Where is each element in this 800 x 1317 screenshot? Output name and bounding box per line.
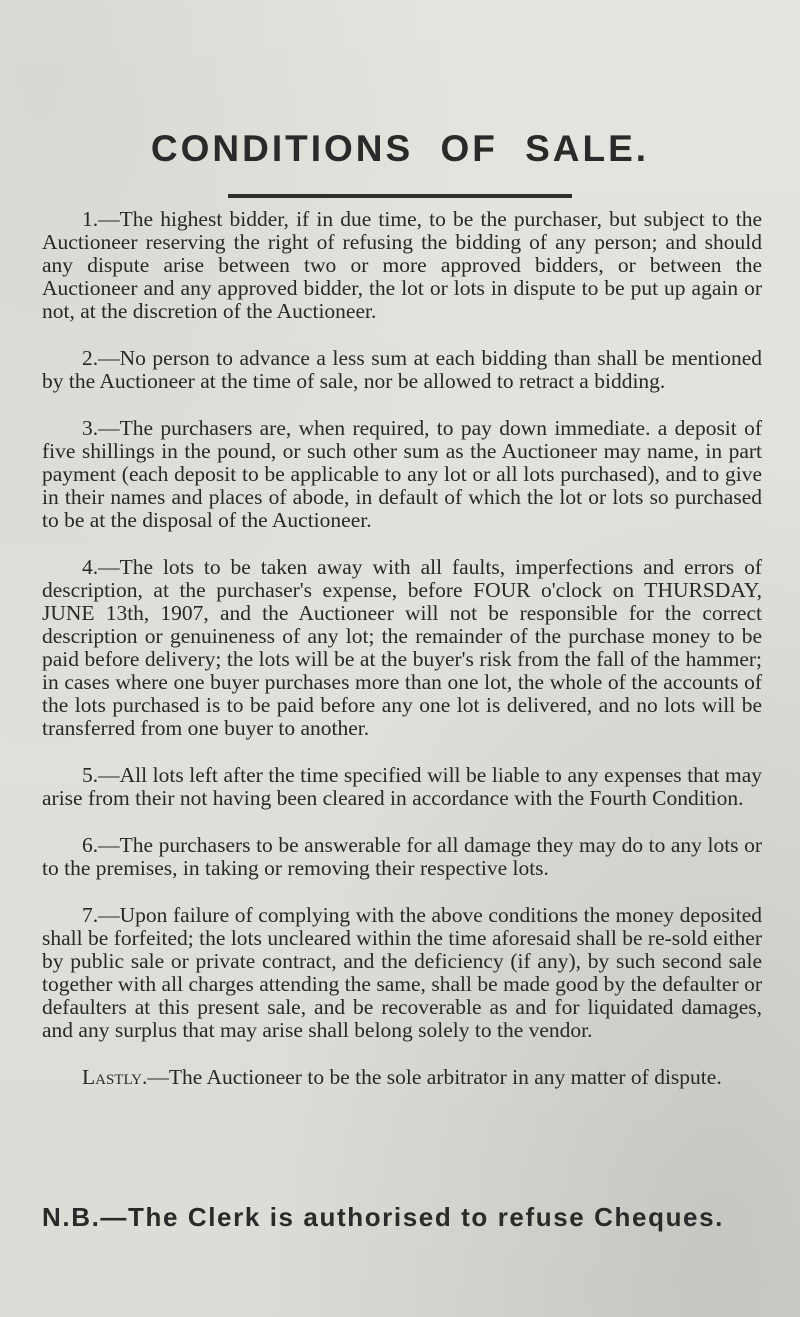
condition-6: 6.—The purchasers to be answerable for all damage they may do to any lots or to the premises, in taking or removing their respective lots. [42, 833, 762, 880]
cheque-note: N.B.—The Clerk is authorised to refuse Cheques. [42, 1202, 724, 1232]
condition-4: 4.—The lots to be taken away with all faults, imperfections and errors of description, at the purchaser's expense, before FOUR o'clock on THURSDAY, JUNE 13th, 1907, and the Auctioneer will not be responsible for the correct description or genuineness of any lot; the remainder of the purchase money to be paid before delivery; the lots will be at the buyer's risk from the fall of the hammer; in cases where one buyer purchases more than one lot, the whole of the accounts of the lots purchased is to be paid before any one lot is delivered, and no lots will be transferred from one buyer to another. [42, 555, 762, 740]
condition-5: 5.—All lots left after the time specified will be liable to any expenses that may arise from their not having been cleared in accordance with the Fourth Condition. [42, 763, 762, 810]
conditions-body [42, 208, 762, 1089]
condition-lastly [42, 1066, 762, 1089]
document-title: CONDITIONS OF SALE. [150, 128, 650, 169]
title-underline [228, 194, 572, 198]
condition-7: 7.—Upon failure of complying with the above conditions the money deposited shall be forfeited; the lots uncleared within the time aforesaid shall be re-sold either by public sale or private contract, and the deficiency (if any), by such second sale together with all charges attending the same, shall be made good by the defaulter or defaulters at this present sale, and be recoverable as and for liquidated damages, and any surplus that may arise shall belong solely to the vendor. [42, 903, 762, 1042]
lastly-text: .—The Auctioneer to be the sole arbitrator in any matter of dispute. [141, 1065, 722, 1089]
condition-1: 1.—The highest bidder, if in due time, to be the purchaser, but subject to the Auctioneer reserving the right of refusing the bidding of any person; and should any dispute arise between two or more approved bidders, or between the Auctioneer and any approved bidder, the lot or lots in dispute to be put up again or not, at the discretion of the Auctioneer. [42, 207, 762, 323]
condition-2: 2.—No person to advance a less sum at each bidding than shall be mentioned by the Auctioneer at the time of sale, nor be allowed to retract a bidding. [42, 346, 762, 393]
condition-3: 3.—The purchasers are, when required, to pay down immediate. a deposit of five shillings in the pound, or such other sum as the Auctioneer may name, in part payment (each deposit to be applicable to any lot or all lots purchased), and to give in their names and places of abode, in default of which the lot or lots so purchased to be at the disposal of the Auctioneer. [42, 416, 762, 532]
lastly-label: Lastly [82, 1065, 142, 1089]
